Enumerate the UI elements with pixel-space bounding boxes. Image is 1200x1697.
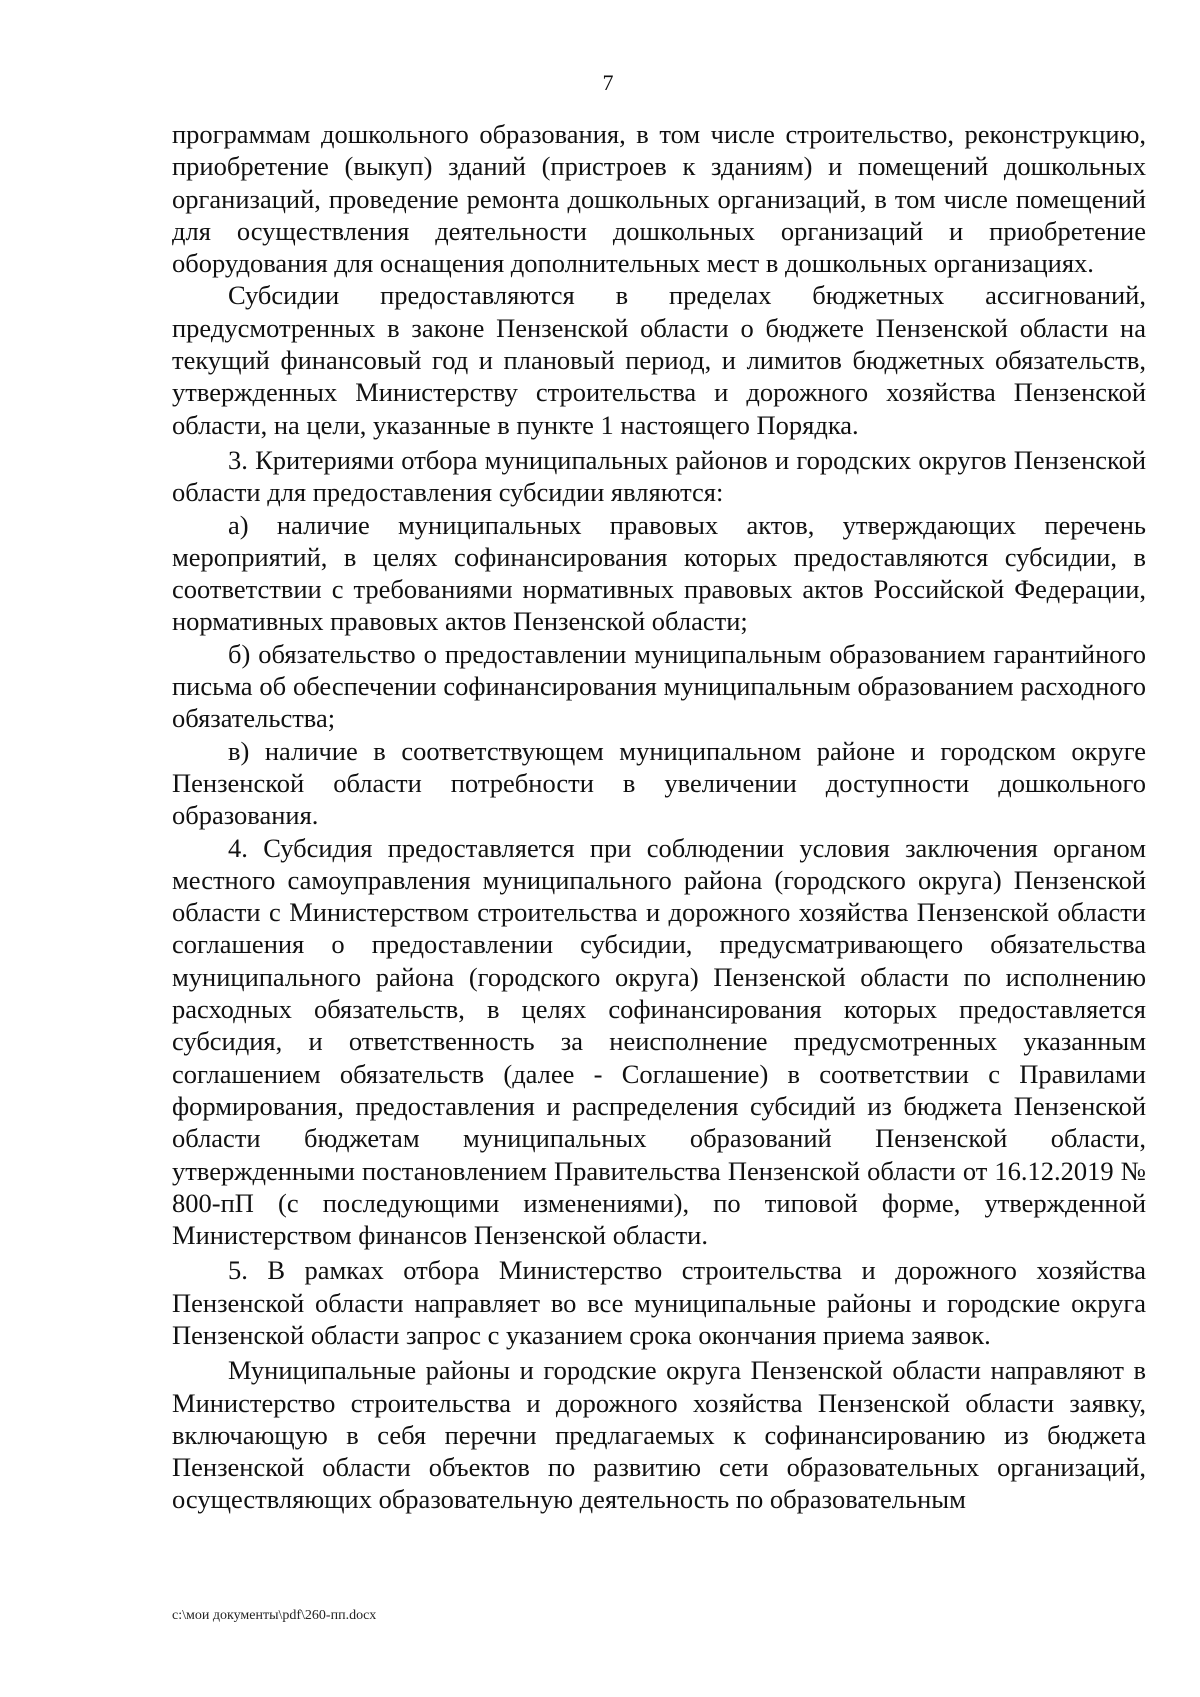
paragraph-clause-4: 4. Субсидия предоставляется при соблюдении условия заключения органом местного самоуправления муниципального района (городского округа) Пензенской области с Министерством строительства и дорожного хозяйства Пензенской области соглашения о предоставлении субсидии, предусматривающего обязательства муниципального района (городского округа) Пензенской области по исполнению расходных обязательств, в целях софинансирования которых предоставляется субсидия, и ответственность за неисполнение предусмотренных указанным соглашением обязательств (далее - Соглашение) в соответствии с Правилами формирования, предоставления и распределения субсидий из бюджета Пензенской области бюджетам муниципальных образований Пензенской области, утвержденными постановлением Правительства Пензенской области от 16.12.2019 № 800-пП (с последующими изменениями), по типовой форме, утвержденной Министерством финансов Пензенской области. [172, 832, 1146, 1251]
paragraph-clause-3: 3. Критериями отбора муниципальных районов и городских округов Пензенской области для предоставления субсидии являются: [172, 444, 1146, 508]
paragraph-continued: программам дошкольного образования, в том числе строительство, реконструкцию, приобретение (выкуп) зданий (пристроев к зданиям) и помещений дошкольных организаций, проведение ремонта дошкольных организаций, в том числе помещений для осуществления деятельности дошкольных организаций и приобретение оборудования для оснащения дополнительных мест в дошкольных организациях. [172, 119, 1146, 279]
paragraph-criterion-b: б) обязательство о предоставлении муниципальным образованием гарантийного письма об обеспечении софинансирования муниципальным образованием расходного обязательства; [172, 638, 1146, 734]
page-number: 7 [602, 70, 614, 95]
footer-file-path: c:\мои документы\pdf\260-пп.docx [172, 1608, 377, 1623]
paragraph-criterion-a: а) наличие муниципальных правовых актов, утверждающих перечень мероприятий, в целях софинансирования которых предоставляются субсидии, в соответствии с требованиями нормативных правовых актов Российской Федерации, нормативных правовых актов Пензенской области; [172, 509, 1146, 637]
paragraph-clause-5: 5. В рамках отбора Министерство строительства и дорожного хозяйства Пензенской области направляет во все муниципальные районы и городские округа Пензенской области запрос с указанием срока окончания приема заявок. [172, 1255, 1146, 1350]
paragraph-applications: Муниципальные районы и городские округа Пензенской области направляют в Министерство строительства и дорожного хозяйства Пензенской области заявку, включающую в себя перечни предлагаемых к софинансированию из бюджета Пензенской области объектов по развитию сети образовательных организаций, осуществляющих образовательную деятельность по образовательным [172, 1355, 1146, 1515]
paragraph-subsidies-limits: Субсидии предоставляются в пределах бюджетных ассигнований, предусмотренных в законе Пензенской области о бюджете Пензенской области на текущий финансовый год и плановый период, и лимитов бюджетных обязательств, утвержденных Министерству строительства и дорожного хозяйства Пензенской области, на цели, указанные в пункте 1 настоящего Порядка. [172, 280, 1146, 440]
paragraph-criterion-c: в) наличие в соответствующем муниципальном районе и городском округе Пензенской области потребности в увеличении доступности дошкольного образования. [172, 735, 1146, 831]
body-text [172, 118, 1146, 1516]
